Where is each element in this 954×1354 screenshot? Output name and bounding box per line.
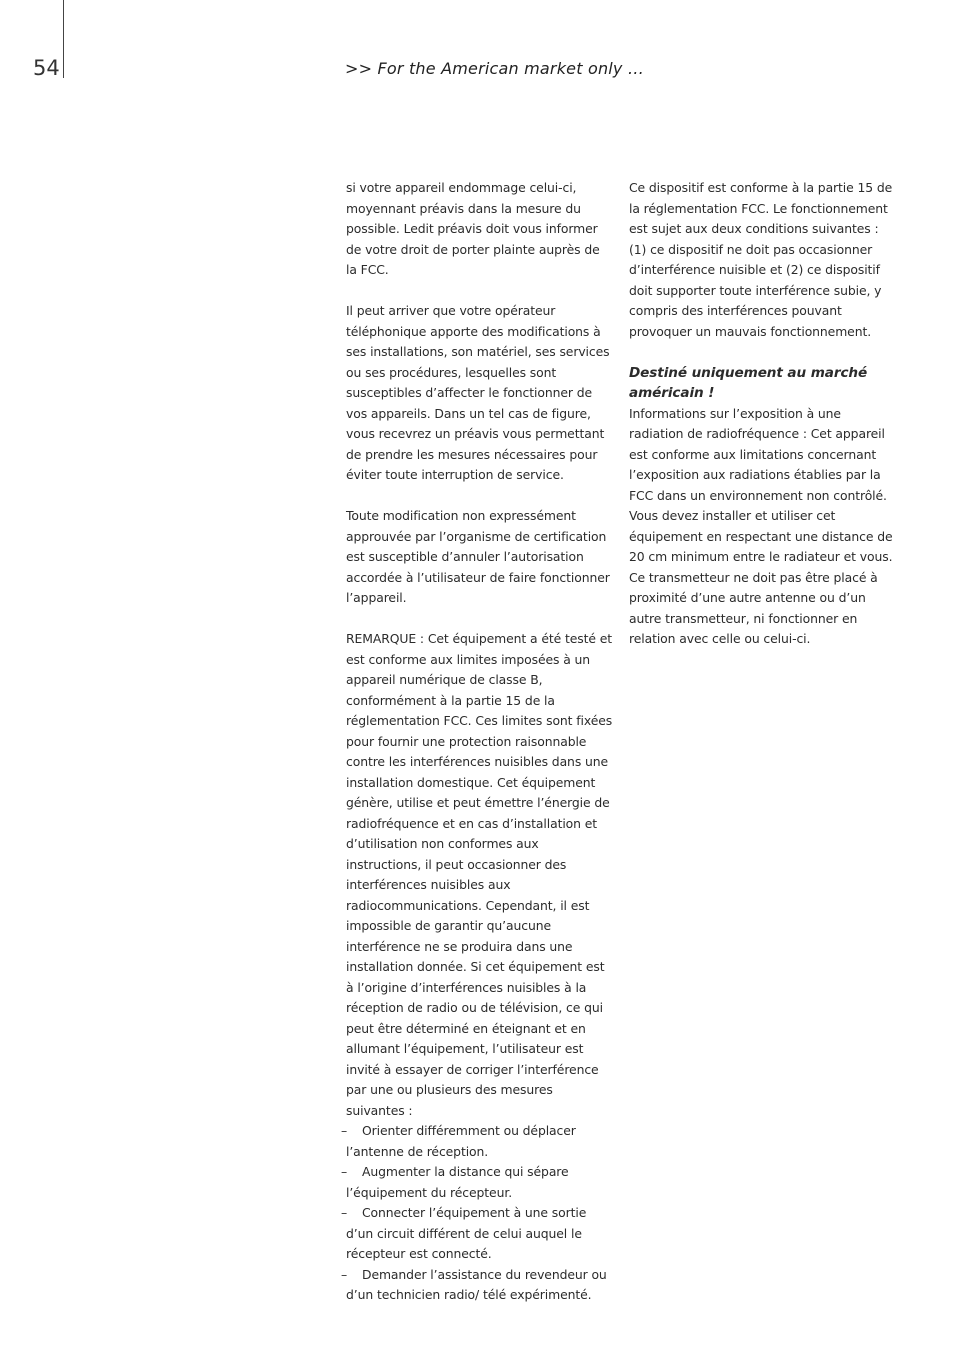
list-dash: – [341, 1266, 348, 1282]
paragraph-rf-exposure: Informations sur l’exposition à une radiation de radiofréquence : Cet appareil est conforme aux limitations concernant l’exposition aux radiations établies par la FCC dans un environnement non contrôlé. Vous devez installer et utiliser cet équipement en respectant une distance de 20 cm minimum entre le radiateur et vous. Ce transmetteur ne doit pas être placé à proximité d’une autre antenne ou d’un autre transmetteur, ni fonctionner en relation avec celle ou celui-ci. [629, 405, 893, 646]
list-item [341, 1265, 614, 1306]
list-item-text: Orienter différemment ou déplacer l’antenne de réception. [346, 1123, 576, 1159]
list-dash: – [341, 1164, 348, 1179]
list-item [341, 1162, 614, 1203]
left-text-column [341, 178, 614, 1306]
page-number: 54 [33, 56, 60, 80]
header-vertical-rule [63, 0, 64, 78]
list-item-text: Connecter l’équipement à une sortie d’un circuit différent de celui auquel le récepteur est connecté. [346, 1205, 587, 1261]
list-dash: – [341, 1205, 348, 1220]
paragraph-operator-changes: Il peut arriver que votre opérateur téléphonique apporte des modifications à ses installations, son matériel, ses services ou ses procédures, lesquelles sont susceptibles d’affecter le fonctionner de vos appareils. Dans un tel cas de figure, vous recevrez un préavis vous permettant de prendre les mesures nécessaires pour éviter toute interruption de service. [346, 303, 610, 482]
page-header-title: >> For the American market only … [345, 59, 645, 78]
paragraph-class-b-remark: REMARQUE : Cet équipement a été testé et est conforme aux limites imposées à un appareil numérique de classe B, conformément à la partie 15 de la réglementation FCC. Ces limites sont fixées pour fournir une protection raisonnable contre les interférences nuisibles dans une installation domestique. Cet équipement génère, utilise et peut émettre l’énergie de radiofréquence et en cas d’installation et d’utilisation non conformes aux instructions, il peut occasionner des interférences nuisibles aux radiocommunications. Cependant, il est impossible de garantir qu’aucune interférence ne se produira dans une installation donnée. Si cet équipement est à l’origine d’interférences nuisibles à la réception de radio ou de télévision, ce qui peut être déterminé en éteignant et en allumant l’équipement, l’utilisateur est invité à essayer de corriger l’interférence par une ou plusieurs des mesures suivantes : [346, 631, 613, 1118]
list-dash: – [341, 1123, 348, 1138]
paragraph-complaint-notice: si votre appareil endommage celui-ci, moyennant préavis dans la mesure du possible. Ledit préavis doit vous informer de votre droit de porter plainte auprès de la FCC. [346, 180, 600, 277]
list-item-text: Demander l’assistance du revendeur ou d’un technicien radio/ télé expérimenté. [346, 1266, 607, 1302]
list-item-text: Augmenter la distance qui sépare l’équipement du récepteur. [346, 1164, 569, 1200]
list-item [341, 1121, 614, 1162]
list-item [341, 1203, 614, 1265]
paragraph-modification-warning: Toute modification non expressément approuvée par l’organisme de certification est susceptible d’annuler l’autorisation accordée à l’utilisateur de faire fonctionner l’appareil. [346, 508, 610, 605]
right-text-column [629, 178, 897, 650]
measures-list [341, 1121, 614, 1306]
subheading-american-market: Destiné uniquement au marché américain ! [629, 364, 868, 401]
paragraph-fcc-part15: Ce dispositif est conforme à la partie 15 de la réglementation FCC. Le fonctionnement est sujet aux deux conditions suivantes : (1) ce dispositif ne doit pas occasionner d’interférence nuisible et (2) ce dispositif doit supporter toute interférence subie, y compris des interférences pouvant provoquer un mauvais fonctionnement. [629, 180, 893, 339]
